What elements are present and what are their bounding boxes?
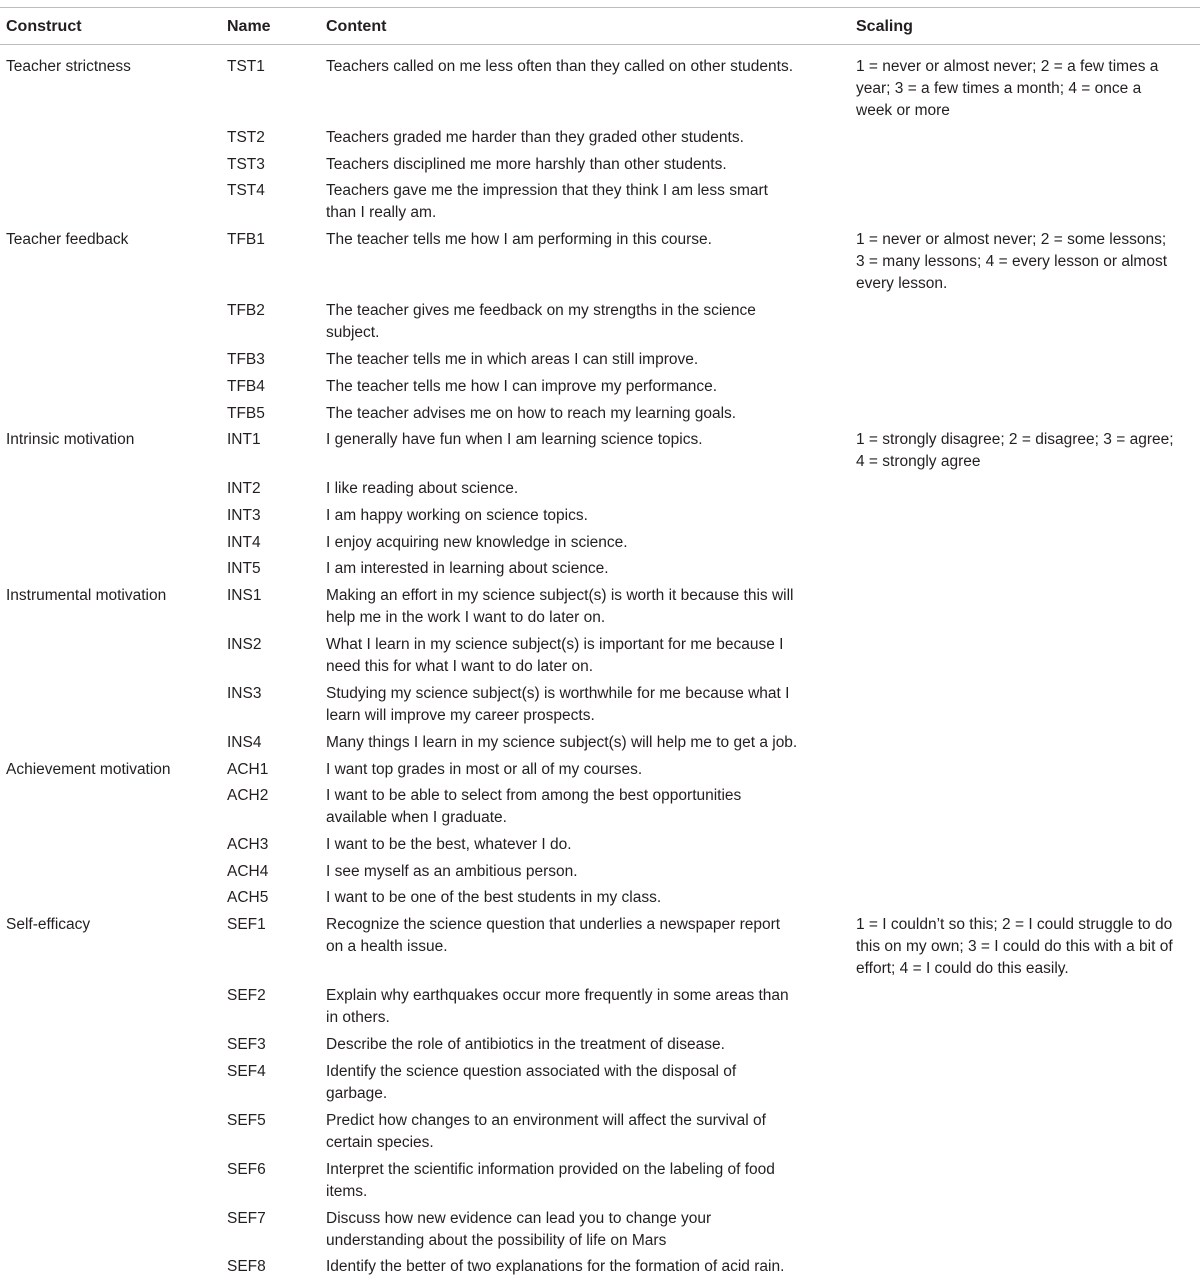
item-content-cell-line-1: I want to be able to select from among the best opportunities: [326, 787, 742, 804]
item-name-cell: ACH2: [227, 787, 269, 804]
item-content-cell-line-2: learn will improve my career prospects.: [326, 707, 595, 724]
item-content-cell: I am interested in learning about science.: [326, 560, 609, 577]
item-name-cell: SEF6: [227, 1161, 266, 1178]
item-content-cell: Many things I learn in my science subject(s) will help me to get a job.: [326, 734, 798, 751]
item-name-cell: INT4: [227, 534, 261, 551]
item-content-cell-line-1: Predict how changes to an environment will affect the survival of: [326, 1112, 766, 1129]
item-name-cell: TFB3: [227, 351, 265, 368]
item-content-cell-line-2: available when I graduate.: [326, 809, 507, 826]
item-content-cell: I like reading about science.: [326, 480, 519, 497]
item-name-cell: SEF5: [227, 1112, 266, 1129]
item-content-cell: Identify the better of two explanations for the formation of acid rain.: [326, 1258, 785, 1275]
item-content-cell-line-2: certain species.: [326, 1134, 434, 1151]
item-content-cell-line-1: Recognize the science question that underlies a newspaper report: [326, 916, 781, 933]
item-name-cell: TST4: [227, 182, 265, 199]
item-content-cell-line-1: Teachers gave me the impression that they think I am less smart: [326, 182, 768, 199]
item-content-cell-line-2: on a health issue.: [326, 938, 448, 955]
item-name-cell: TST2: [227, 129, 265, 146]
item-name-cell: INT5: [227, 560, 261, 577]
item-name-cell: ACH4: [227, 863, 269, 880]
item-name-cell: TST1: [227, 58, 265, 75]
scaling-cell-line-1: 1 = never or almost never; 2 = some lessons;: [856, 231, 1167, 248]
item-content-cell-line-2: in others.: [326, 1009, 390, 1026]
item-content-cell-line-2: need this for what I want to do later on.: [326, 658, 594, 675]
item-name-cell: TFB1: [227, 231, 265, 248]
item-name-cell: SEF8: [227, 1258, 266, 1275]
scaling-cell-line-1: 1 = never or almost never; 2 = a few times a: [856, 58, 1159, 75]
item-content-cell: I want to be the best, whatever I do.: [326, 836, 572, 853]
item-name-cell: TFB2: [227, 302, 265, 319]
item-name-cell: TFB5: [227, 405, 265, 422]
scaling-cell-line-3: week or more: [856, 102, 950, 119]
item-name-cell: INS4: [227, 734, 262, 751]
scaling-cell-line-2: year; 3 = a few times a month; 4 = once a: [856, 80, 1142, 97]
item-name-cell: INS1: [227, 587, 262, 604]
item-content-cell-line-1: Interpret the scientific information provided on the labeling of food: [326, 1161, 775, 1178]
item-content-cell: The teacher advises me on how to reach my learning goals.: [326, 405, 737, 422]
item-content-cell: I want to be one of the best students in my class.: [326, 889, 662, 906]
item-name-cell: SEF1: [227, 916, 266, 933]
item-content-cell-line-1: What I learn in my science subject(s) is important for me because I: [326, 636, 784, 653]
header-name: Name: [227, 18, 271, 35]
item-name-cell: ACH1: [227, 761, 269, 778]
header-scaling: Scaling: [856, 18, 913, 35]
item-content-cell-line-2: understanding about the possibility of life on Mars: [326, 1232, 667, 1249]
item-content-cell: Describe the role of antibiotics in the treatment of disease.: [326, 1036, 725, 1053]
item-content-cell: I enjoy acquiring new knowledge in science.: [326, 534, 628, 551]
construct-cell: Teacher strictness: [6, 58, 131, 75]
item-name-cell: TFB4: [227, 378, 265, 395]
item-content-cell-line-1: Discuss how new evidence can lead you to change your: [326, 1210, 712, 1227]
item-content-cell-line-2: items.: [326, 1183, 368, 1200]
item-name-cell: INT1: [227, 431, 261, 448]
item-content-cell-line-2: than I really am.: [326, 204, 437, 221]
construct-cell: Self-efficacy: [6, 916, 91, 933]
scaling-cell-line-1: 1 = I couldn’t so this; 2 = I could struggle to do: [856, 916, 1173, 933]
item-content-cell: I am happy working on science topics.: [326, 507, 588, 524]
scaling-cell-line-3: effort; 4 = I could do this easily.: [856, 960, 1069, 977]
item-content-cell-line-1: Studying my science subject(s) is worthwhile for me because what I: [326, 685, 790, 702]
item-content-cell: I see myself as an ambitious person.: [326, 863, 578, 880]
header-construct: Construct: [6, 18, 82, 35]
item-content-cell-line-2: garbage.: [326, 1085, 388, 1102]
construct-cell: Achievement motivation: [6, 761, 171, 778]
item-content-cell: The teacher tells me in which areas I can still improve.: [326, 351, 699, 368]
item-content-cell: Teachers graded me harder than they graded other students.: [326, 129, 744, 146]
scaling-cell-line-2: this on my own; 3 = I could do this with a bit of: [856, 938, 1173, 955]
scaling-cell-line-2: 4 = strongly agree: [856, 453, 981, 470]
table-top-rule: [0, 7, 1200, 8]
header-content: Content: [326, 18, 387, 35]
item-content-cell: The teacher tells me how I can improve my performance.: [326, 378, 718, 395]
item-content-cell: I want top grades in most or all of my courses.: [326, 761, 643, 778]
item-name-cell: INT2: [227, 480, 261, 497]
item-content-cell-line-2: subject.: [326, 324, 380, 341]
item-content-cell: Teachers called on me less often than they called on other students.: [326, 58, 794, 75]
item-content-cell-line-1: The teacher gives me feedback on my strengths in the science: [326, 302, 756, 319]
item-name-cell: SEF7: [227, 1210, 266, 1227]
item-name-cell: SEF2: [227, 987, 266, 1004]
scaling-cell-line-3: every lesson.: [856, 275, 948, 292]
item-content-cell: The teacher tells me how I am performing in this course.: [326, 231, 712, 248]
item-name-cell: TST3: [227, 156, 265, 173]
construct-cell: Instrumental motivation: [6, 587, 167, 604]
item-name-cell: INS2: [227, 636, 262, 653]
item-name-cell: INS3: [227, 685, 262, 702]
item-content-cell: Teachers disciplined me more harshly than other students.: [326, 156, 727, 173]
item-content-cell-line-1: Making an effort in my science subject(s) is worth it because this will: [326, 587, 794, 604]
item-name-cell: INT3: [227, 507, 261, 524]
item-name-cell: ACH3: [227, 836, 269, 853]
item-content-cell-line-1: Identify the science question associated with the disposal of: [326, 1063, 737, 1080]
item-content-cell-line-2: help me in the work I want to do later on.: [326, 609, 606, 626]
header-rule: [0, 44, 1200, 45]
item-name-cell: ACH5: [227, 889, 269, 906]
item-name-cell: SEF3: [227, 1036, 266, 1053]
item-name-cell: SEF4: [227, 1063, 266, 1080]
scaling-cell-line-2: 3 = many lessons; 4 = every lesson or almost: [856, 253, 1168, 270]
construct-cell: Teacher feedback: [6, 231, 129, 248]
construct-cell: Intrinsic motivation: [6, 431, 135, 448]
scaling-cell-line-1: 1 = strongly disagree; 2 = disagree; 3 = agree;: [856, 431, 1174, 448]
item-content-cell: I generally have fun when I am learning science topics.: [326, 431, 703, 448]
item-content-cell-line-1: Explain why earthquakes occur more frequently in some areas than: [326, 987, 789, 1004]
